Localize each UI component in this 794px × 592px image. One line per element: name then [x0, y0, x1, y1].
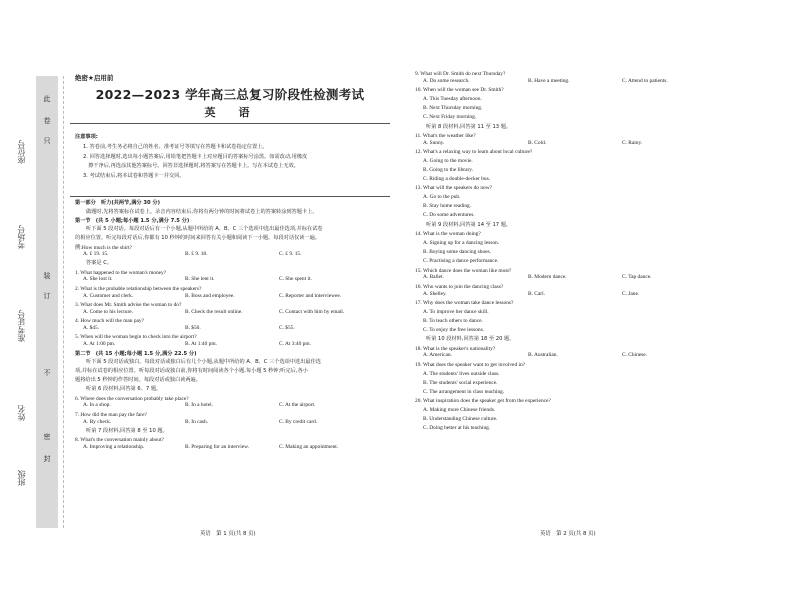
- option: C. Reporter and interviewee.: [279, 292, 342, 299]
- section1-instruction: 的相应位置。听完每段对话后,你都有 10 秒钟的时间来回答有关小题和阅读下一小题。每段对话仅读一遍。: [75, 235, 320, 242]
- question-text: 3. What does Mr. Smith advise the woman to do?: [75, 301, 182, 308]
- option: C. Contact with him by email.: [279, 308, 345, 315]
- option: C. £ 9. 15.: [279, 251, 302, 258]
- option: B. The students' social experience.: [423, 379, 498, 386]
- option: B. At 1:40 pm.: [185, 341, 217, 348]
- option: A. Come to his lecture.: [83, 308, 134, 315]
- questions-1-5: [75, 270, 395, 348]
- question-text: 5. When will the woman begin to check into the airport?: [75, 334, 197, 341]
- option: B. $50.: [185, 324, 201, 331]
- audio-instruction: 听第 10 段材料,回答第 18 至 20 题。: [426, 336, 515, 343]
- option: C. Chinese.: [622, 352, 648, 359]
- option: C. She spent it.: [279, 276, 312, 283]
- strip-char: 卷: [43, 117, 51, 125]
- question-text: 20. What inspiration does the speaker get from the experience?: [415, 398, 551, 405]
- question-text: 16. Who wants to join the dancing class?: [415, 283, 504, 290]
- section2-heading: 第二节 (共 15 小题;每小题 1.5 分,满分 22.5 分): [75, 350, 197, 357]
- option: B. To teach others to dance.: [423, 317, 483, 324]
- option-row: [415, 140, 745, 147]
- option: C. $55.: [279, 324, 295, 331]
- option: B. £ 9. 18.: [185, 251, 208, 258]
- question-text: 10. When will the woman see Dr. Smith?: [415, 87, 504, 94]
- option-row: [75, 402, 395, 409]
- option: B. Cold.: [528, 139, 547, 146]
- strip-char: 只: [43, 137, 51, 145]
- option: A. Sunny.: [423, 139, 445, 146]
- question-text: 14. What is the woman doing?: [415, 231, 481, 238]
- option: C. Next Friday morning.: [423, 114, 477, 121]
- option: C. Rainy.: [622, 139, 643, 146]
- notes-section: [75, 134, 395, 180]
- option: C. Doing better at his teaching.: [423, 425, 491, 432]
- strip-char: 此: [43, 95, 51, 103]
- section1-heading: 第一节 (共 5 小题;每小题 1.5 分,满分 7.5 分): [75, 217, 190, 224]
- student-info-label: 姓名: [17, 405, 26, 421]
- audio-instruction: 听第 9 段材料,回答第 14 至 17 题。: [426, 221, 512, 228]
- audio-instruction: 听第 6 段材料,回答第 6、7 题。: [86, 386, 162, 393]
- question-text: 6. Where does the conversation probably take place?: [75, 395, 189, 402]
- header-rule: [70, 123, 390, 124]
- option: C. The arrangement in class teaching.: [423, 388, 505, 395]
- student-info-label: 准考证号: [17, 310, 26, 342]
- notes-item: 1. 答卷前,考生务必将自己的姓名、准考证号等填写在答题卡和试卷指定位置上。: [83, 143, 268, 150]
- option: B. Modern dance.: [528, 274, 567, 281]
- option-row: [75, 325, 395, 332]
- notes-item: 擦干净后,再选涂其他答案标号。回答非选择题时,将答案写在答题卡上。写在本试卷上无效。: [83, 163, 299, 170]
- option: A. Go to the pub.: [423, 194, 461, 201]
- section2-instruction: 题将给出 5 秒钟的作答时间。每段对话或独白读两遍。: [75, 376, 201, 383]
- question-text: 11. What's the weather like?: [415, 132, 476, 139]
- confidential-mark: 绝密★启用前: [75, 74, 114, 82]
- option: C. By credit card.: [279, 418, 318, 425]
- audio-instruction: 听第 8 段材料,回答第 11 至 13 题。: [426, 123, 512, 130]
- exam-title: 2022—2023 学年高三总复习阶段性检测考试: [95, 87, 365, 102]
- question-text: 7. How did the man pay the fare?: [75, 411, 147, 418]
- option: A. Shelley.: [423, 290, 447, 297]
- strip-char: 装: [43, 272, 51, 280]
- option-row: [415, 352, 745, 359]
- section2-instruction: 听下面 5 段对话或独白。每段对话或独白后有几个小题,从题中所给的 A、B、C 三个选项中选出最佳选: [86, 359, 321, 366]
- audio-instruction: 听第 7 段材料,回答第 8 至 10 题。: [86, 428, 168, 435]
- subject-title: 英 语: [204, 106, 256, 119]
- notes-item: 2. 回答选择题时,选出每小题答案后,用铅笔把答题卡上对应题目的答案标号涂黑。如需改动,用橡皮: [83, 153, 308, 160]
- option: C. Tap dance.: [622, 274, 652, 281]
- option: A. By check.: [83, 418, 112, 425]
- part1-heading: 第一部分 听力(共两节,满分 30 分): [75, 200, 160, 206]
- option: A. American.: [423, 352, 452, 359]
- page-number-left: 英语 第 1 页(共 8 页): [200, 531, 256, 537]
- option-row: [75, 341, 395, 348]
- option: B. Preparing for an interview.: [185, 444, 250, 451]
- option: C. At the airport.: [279, 402, 316, 409]
- strip-char: 订: [43, 292, 51, 300]
- option-row: [75, 276, 395, 283]
- question-text: 17. Why does the woman take dance lessons?: [415, 299, 514, 306]
- binding-dash-line: [63, 76, 64, 528]
- question-text: 15. Which dance does the woman like most?: [415, 267, 512, 274]
- option: A. £ 19. 15.: [83, 251, 109, 258]
- option-row: [75, 444, 395, 451]
- question-text: 18. What is the speaker's nationality?: [415, 345, 496, 352]
- question-text: 4. How much will the man pay?: [75, 318, 145, 325]
- question-text: 8. What's the conversation mainly about?: [75, 437, 164, 444]
- left-column: [75, 200, 395, 451]
- question-text: 9. What will Dr. Smith do next Thursday?: [415, 71, 506, 77]
- option: A. Making more Chinese friends.: [423, 407, 496, 414]
- option: A. This Tuesday afternoon.: [423, 96, 482, 103]
- option: B. Carl.: [528, 290, 545, 297]
- option: A. Ballet.: [423, 274, 444, 281]
- option-row: [75, 419, 395, 426]
- question-8: [75, 437, 395, 451]
- option: C. At 3:40 pm.: [279, 341, 311, 348]
- notes-rule: [70, 196, 390, 197]
- notes-item: 3. 考试结束后,将本试卷和答题卡一并交回。: [83, 173, 185, 180]
- option: A. The students' lives outside class.: [423, 370, 500, 377]
- student-info-label: 座位号: [17, 140, 26, 164]
- option: A. Customer and clerk.: [83, 292, 134, 299]
- option: A. Improving a relationship.: [83, 444, 145, 451]
- student-info-label: 班级: [17, 470, 26, 486]
- example-answer: 答案是 C。: [86, 260, 113, 267]
- question-text: 19. What does the speaker want to get involved in?: [415, 361, 526, 368]
- option: B. She lent it.: [185, 276, 215, 283]
- question-text: 12. What's a relaxing way to learn about local culture?: [415, 149, 533, 156]
- option: C. Practising a dance performance.: [423, 258, 499, 265]
- option: A. In a shop.: [83, 402, 111, 409]
- option: B. Australian.: [528, 352, 558, 359]
- option: B. Buying some dancing shoes.: [423, 249, 491, 256]
- section2-instruction: 项,并标在试卷的相应位置。听每段对话或独白前,你将有时间阅读各个小题,每小题 5 秒钟;听完后,各小: [75, 368, 308, 375]
- section1-instruction: 听下面 5 段对话。每段对话后有一个小题,从题中所给的 A、B、C 三个选项中选出最佳选项,并标在试卷: [86, 226, 323, 233]
- binding-strip: [36, 76, 58, 528]
- option: B. Have a meeting.: [528, 77, 570, 84]
- example-options: [75, 251, 395, 258]
- option: B. Check the result online.: [185, 308, 243, 315]
- option-row: [415, 291, 745, 298]
- option: B. Next Thursday morning.: [423, 105, 483, 112]
- student-info-label: 考场号: [17, 225, 26, 249]
- option: A. She lost it.: [83, 276, 113, 283]
- option: A. At 1:00 pm.: [83, 341, 116, 348]
- option-row: [415, 78, 745, 85]
- option: C. Making an appointment.: [279, 444, 339, 451]
- notes-heading: 注意事项:: [75, 134, 98, 140]
- option: A. $45.: [83, 324, 100, 331]
- option-row: [415, 274, 745, 281]
- option: C. Riding a double-decker bus.: [423, 176, 491, 183]
- page-number-right: 英语 第 2 页(共 8 页): [540, 531, 596, 537]
- option: C. Attend to patients.: [622, 77, 668, 84]
- option: A. Signing up for a dancing lesson.: [423, 240, 500, 247]
- option: B. Going to the library.: [423, 167, 473, 174]
- question-text: 2. What is the probable relationship between the speakers?: [75, 285, 202, 292]
- option: B. Understanding Chinese culture.: [423, 416, 498, 423]
- option: B. Boss and employee.: [185, 292, 235, 299]
- option: A. To improve her dance skill.: [423, 308, 489, 315]
- strip-char: 密: [43, 433, 51, 441]
- option: B. Stay home reading.: [423, 203, 472, 210]
- strip-char: 不: [43, 369, 51, 377]
- option: C. To enjoy the free lessons.: [423, 326, 485, 333]
- strip-char: 封: [43, 455, 51, 463]
- question-text: 13. What will the speakers do now?: [415, 185, 492, 192]
- part1-intro: 做题时,先将答案标在试卷上。录音内容结束后,你将有两分钟的时间将试卷上的答案转涂到答题卡上。: [86, 208, 318, 215]
- option: B. In a hotel.: [185, 402, 213, 409]
- question-text: 1. What happened to the woman's money?: [75, 269, 167, 276]
- option: B. In cash.: [185, 418, 209, 425]
- option: C. Do some adventures.: [423, 212, 475, 219]
- option: A. Going to the movie.: [423, 158, 473, 165]
- option: A. Do some research.: [423, 77, 470, 84]
- option: C. Jane.: [622, 290, 640, 297]
- right-column: [415, 71, 745, 432]
- option-row: [75, 309, 395, 316]
- example-question: 例:How much is the shirt?: [75, 244, 132, 251]
- option-row: [75, 293, 395, 300]
- questions-6-7: [75, 396, 395, 426]
